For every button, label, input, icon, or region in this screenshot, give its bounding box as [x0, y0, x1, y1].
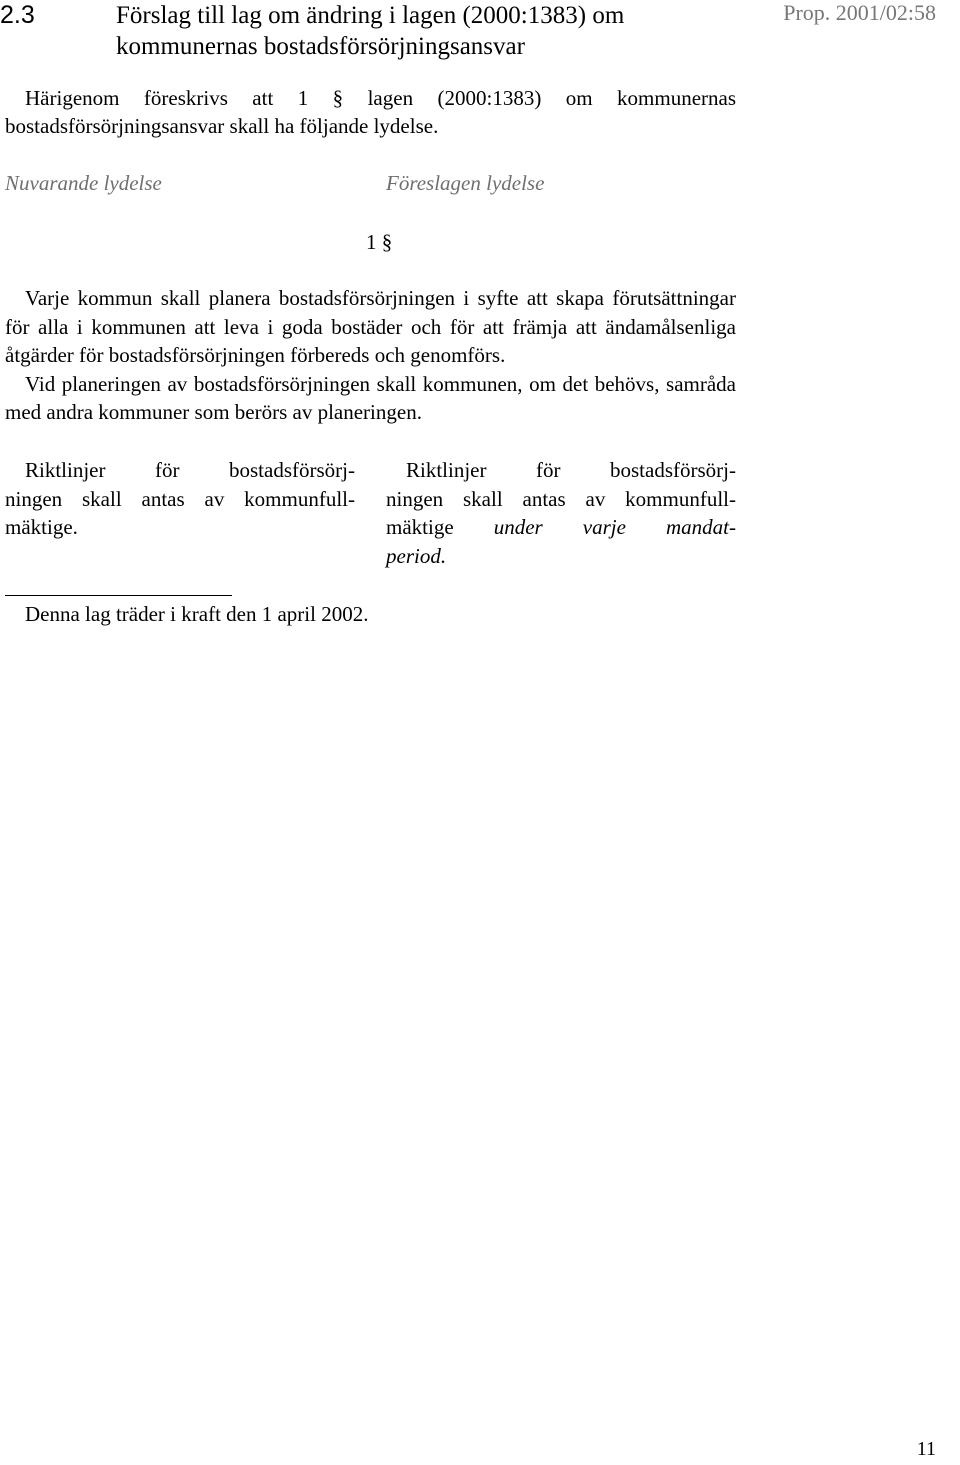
intro-text	[5, 84, 736, 140]
section-title: Förslag till lag om ändring i lagen (2000:1383) om kommunernas bostadsförsörjningsansvar	[116, 2, 625, 60]
proposed-line-4	[386, 542, 736, 571]
paragraph-mark: 1 §	[366, 230, 393, 254]
page-number: 11	[916, 1438, 936, 1460]
proposed-wording-column	[386, 456, 736, 570]
proposed-line-3-start: mäktige	[386, 515, 454, 540]
prop-reference: Prop. 2001/02:58	[783, 0, 936, 25]
proposed-wording-heading: Föreslagen lydelse	[386, 171, 545, 195]
current-wording-paragraph	[5, 456, 355, 542]
section-number: 2.3	[0, 1, 35, 29]
proposed-line-2: ningen skall antas av kommunfull-	[386, 486, 736, 511]
proposed-line-3	[386, 513, 736, 542]
law-paragraph-1: Varje kommun skall planera bostadsförsörjningen i syfte att skapa förutsättningar för alla i kommunen att leva i goda bostäder och för att främja att ändamålsenliga åtgärder för bostadsförsörjningen förbereds och genomförs.	[5, 286, 736, 368]
proposed-wording-paragraph	[386, 456, 736, 570]
proposed-inserted-text-end: period.	[386, 543, 447, 568]
footnote-rule	[5, 595, 232, 596]
law-body-text	[5, 284, 736, 427]
current-wording-column	[5, 456, 355, 542]
current-line-3: mäktige.	[5, 515, 78, 540]
intro-line-2: bostadsförsörjningsansvar skall ha följande lydelse.	[5, 114, 439, 138]
proposed-inserted-text: under varje mandat-	[493, 515, 737, 540]
current-line-1: Riktlinjer för bostadsförsörj-	[25, 458, 355, 482]
effective-date-note: Denna lag träder i kraft den 1 april 2002.	[25, 602, 369, 626]
law-paragraph-2: Vid planeringen av bostadsförsörjningen skall kommunen, om det behövs, samråda med andra kommuner som berörs av planeringen.	[5, 371, 736, 425]
intro-line-1: Härigenom föreskrivs att 1 § lagen (2000:1383) om kommunernas	[25, 86, 736, 110]
proposed-line-1: Riktlinjer för bostadsförsörj-	[406, 458, 736, 482]
current-line-2: ningen skall antas av kommunfull-	[5, 486, 355, 511]
current-wording-heading: Nuvarande lydelse	[5, 171, 162, 195]
